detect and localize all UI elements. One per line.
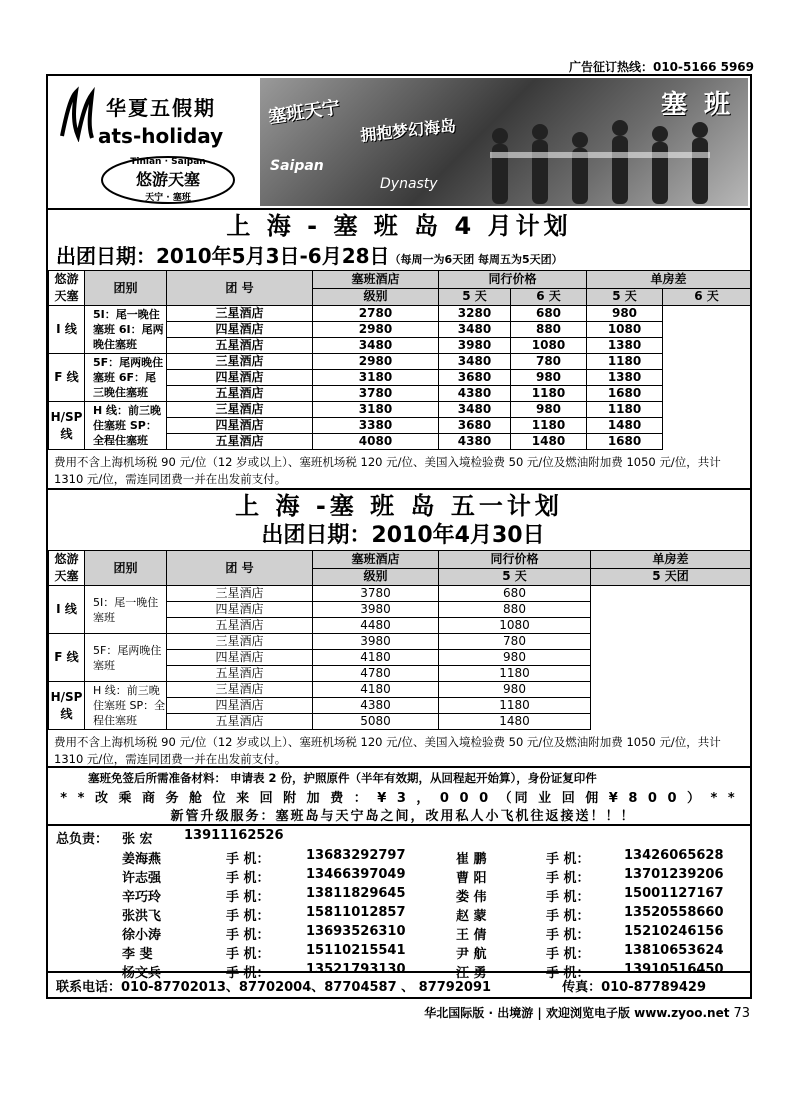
logo-area [48, 76, 260, 208]
table-row [49, 306, 751, 322]
plan1-cell: 980 [587, 306, 663, 322]
plan1-cell: 3480 [313, 338, 439, 354]
contact-name: 汪 勇 [456, 966, 487, 981]
plan1-line-name: F 线 [49, 354, 85, 402]
plan2-cell: 1480 [439, 714, 591, 730]
header [48, 76, 750, 208]
plan2-cell: 4780 [313, 666, 439, 682]
dancers-image-icon [480, 118, 740, 206]
contact-name: 尹 航 [456, 947, 487, 962]
plan1-cell: 五星酒店 [167, 434, 313, 450]
plan2-line-groupno: 5I：尾一晚住塞班 [85, 586, 167, 634]
plan1-cell: 1380 [587, 370, 663, 386]
plan1-cell: 1480 [587, 418, 663, 434]
plan1-cell: 3280 [439, 306, 511, 322]
plan1-line-groupno: 5I：尾一晚住塞班 6I：尾两晚住塞班 [85, 306, 167, 354]
plan1-cell: 五星酒店 [167, 338, 313, 354]
plan1-cell: 1180 [511, 386, 587, 402]
plan2-cell: 3980 [313, 634, 439, 650]
plan1-h-d6: 6 天 [511, 288, 587, 306]
plan2-cell: 680 [439, 586, 591, 602]
logo-cn: 华夏五假期 [106, 96, 216, 120]
plan1-cell: 1380 [587, 338, 663, 354]
plan1-cell: 3180 [313, 402, 439, 418]
phone-label: 手 机： [546, 966, 590, 981]
contact-name: 娄 伟 [456, 890, 487, 905]
contact-name: 王 倩 [456, 928, 487, 943]
contact-name: 赵 蒙 [456, 909, 487, 924]
logo-en: ats-holiday [98, 124, 224, 148]
plan1-line-name: H/SP 线 [49, 402, 85, 450]
contact-name: 徐小涛 [122, 928, 162, 943]
plan1-cell: 2980 [313, 354, 439, 370]
plan1-date-text: 出团日期：2010年5月3日-6月28日 [56, 244, 390, 268]
plan2-h-groupno: 团 号 [167, 551, 313, 586]
plan2-cell: 4480 [313, 618, 439, 634]
chief-phone: 13911162526 [184, 828, 284, 843]
phone-label: 手 机： [546, 871, 590, 886]
plan1-cell: 三星酒店 [167, 402, 313, 418]
plan2-cell: 三星酒店 [167, 634, 313, 650]
plan1-cell: 980 [511, 402, 587, 418]
plan2-h-d5: 5 天 [439, 568, 591, 586]
contact-name: 曹 阳 [456, 871, 487, 886]
plan2-note: 费用不含上海机场税 90 元/位（12 岁或以上）、塞班机场税 120 元/位、美国入境检验费 50 元/位及燃油附加费 1050 元/位，共计 1310 元/位，需连同团费一并在出发前支付。 [54, 735, 721, 766]
plan1-h-groupno: 团 号 [167, 271, 313, 306]
badge-text [98, 154, 238, 206]
plan2-cell: 五星酒店 [167, 666, 313, 682]
plan2-cell: 五星酒店 [167, 714, 313, 730]
plan1-cell: 4380 [439, 386, 511, 402]
contact-name: 张洪飞 [122, 909, 162, 924]
plan1-h-s6: 6 天 [663, 288, 751, 306]
page-number: 73 [733, 1006, 750, 1021]
banner-saipan-logo: Saipan [270, 158, 324, 174]
plan1-cell: 3680 [439, 370, 511, 386]
plan1-cell: 980 [511, 370, 587, 386]
plan2-cell: 三星酒店 [167, 586, 313, 602]
plan1-h-hotel: 塞班酒店 [313, 271, 439, 289]
page-footer-text: 华北国际版 · 出境游 | 欢迎浏览电子版 www.zyoo.net [424, 1006, 730, 1020]
plan1-h-d5: 5 天 [439, 288, 511, 306]
plan2-cell: 3980 [313, 602, 439, 618]
banner-dynasty: Dynasty [380, 176, 438, 192]
contact-phone: 13693526310 [306, 924, 406, 939]
contact-phone: 13521793130 [306, 962, 406, 977]
plan1-cell: 3980 [439, 338, 511, 354]
footer-tel: 联系电话：010-87702013、87702004、87704587 、 87792091 [56, 980, 492, 995]
plan2-line-name: H/SP 线 [49, 682, 85, 730]
table-row [49, 634, 751, 650]
logo-mark-icon [58, 86, 96, 142]
badge-logo [98, 154, 238, 206]
contact-phone: 15110215541 [306, 943, 406, 958]
banner-photo [260, 78, 748, 206]
plan1-h-price: 同行价格 [439, 271, 587, 289]
plan2-line-groupno: H 线：前三晚住塞班 SP：全程住塞班 [85, 682, 167, 730]
plan1-note: 费用不含上海机场税 90 元/位（12 岁或以上）、塞班机场税 120 元/位、美国入境检验费 50 元/位及燃油附加费 1050 元/位，共计 1310 元/位，需连同团费一并在出发前支付。 [54, 455, 721, 486]
contact-phone: 13701239206 [624, 867, 724, 882]
plan1-cell: 3380 [313, 418, 439, 434]
contact-name: 许志强 [122, 871, 162, 886]
table-row [49, 354, 751, 370]
plan2-cell: 五星酒店 [167, 618, 313, 634]
plan2-cell: 四星酒店 [167, 650, 313, 666]
plan1-cell: 1480 [511, 434, 587, 450]
plan1-cell: 三星酒店 [167, 354, 313, 370]
plan1-date [48, 242, 750, 270]
plan1-cell: 1680 [587, 386, 663, 402]
plan2-cell: 四星酒店 [167, 602, 313, 618]
badge-main: 悠游天塞 [135, 170, 200, 189]
phone-label: 手 机： [226, 909, 270, 924]
phone-label: 手 机： [546, 947, 590, 962]
plan1-cell: 3180 [313, 370, 439, 386]
banner-title1: 塞班天宁 [267, 97, 342, 128]
plan2-cell: 980 [439, 650, 591, 666]
plan1-cell: 2980 [313, 322, 439, 338]
table-row [49, 682, 751, 698]
contact-phone: 13811829645 [306, 886, 406, 901]
plan2-cell: 4380 [313, 698, 439, 714]
plan1-side-label: 悠游天塞 [49, 271, 85, 306]
plan1-cell: 四星酒店 [167, 418, 313, 434]
plan2-h-level: 级别 [313, 568, 439, 586]
plan2-cell: 4180 [313, 650, 439, 666]
chief-label: 总负责： [56, 832, 109, 847]
plan2-side-label: 悠游天塞 [49, 551, 85, 586]
plan2-h-hotel: 塞班酒店 [313, 551, 439, 569]
plan2-h-s5: 5 天团 [591, 568, 751, 586]
phone-label: 手 机： [546, 928, 590, 943]
plan1-line-groupno: H 线：前三晚住塞班 SP：全程住塞班 [85, 402, 167, 450]
contact-phone: 15001127167 [624, 886, 724, 901]
extras-divider [48, 766, 750, 768]
badge-sub: 天宁 · 塞班 [145, 193, 191, 203]
plan1-cell: 3480 [439, 322, 511, 338]
business-class-surcharge: * * 改 乘 商 务 舱 位 来 回 附 加 费 ： ¥ 3 ， 0 0 0 （同 业 回 佣 ¥ 8 0 0 ） * * [60, 791, 738, 806]
phone-label: 手 机： [226, 871, 270, 886]
footer-contacts [56, 976, 746, 995]
plan2-cell: 980 [439, 682, 591, 698]
plan1-cell: 4380 [439, 434, 511, 450]
plan2-cell: 5080 [313, 714, 439, 730]
phone-label: 手 机： [226, 852, 270, 867]
plan2-h-group: 团别 [85, 551, 167, 586]
phone-label: 手 机： [226, 966, 270, 981]
plan1-cell: 三星酒店 [167, 306, 313, 322]
plan1-cell: 1080 [511, 338, 587, 354]
banner-title2: 拥抱梦幻海岛 [359, 116, 457, 145]
plan2-h-price: 同行价格 [439, 551, 591, 569]
plan1-h-single: 单房差 [587, 271, 751, 289]
plan1-line-groupno: 5F：尾两晚住塞班 6F：尾三晚住塞班 [85, 354, 167, 402]
plan1-cell: 四星酒店 [167, 370, 313, 386]
phone-label: 手 机： [226, 947, 270, 962]
upgrade-service: 新管升级服务：塞班岛与天宁岛之间，改用私人小飞机往返接送！！！ [170, 809, 636, 824]
phone-label: 手 机： [546, 890, 590, 905]
plan2-cell: 880 [439, 602, 591, 618]
contact-name: 杨文兵 [122, 966, 162, 981]
contact-phone: 13810653624 [624, 943, 724, 958]
plan2-cell: 1180 [439, 666, 591, 682]
badge-top: Tinian · Saipan [130, 157, 206, 167]
plan1-date-note: （每周一为6天团 每周五为5天团） [389, 253, 563, 266]
plan1-h-level: 级别 [313, 288, 439, 306]
contact-name: 辛巧玲 [122, 890, 162, 905]
plan2-date: 出团日期：2010年4月30日 [261, 523, 545, 548]
plan1-cell: 1080 [587, 322, 663, 338]
plan1-cell: 3480 [439, 354, 511, 370]
phone-label: 手 机： [546, 852, 590, 867]
plan1-cell: 3680 [439, 418, 511, 434]
plan2-line-groupno: 5F：尾两晚住塞班 [85, 634, 167, 682]
page-frame [46, 74, 752, 999]
plan1-cell: 1180 [587, 402, 663, 418]
plan1-cell: 1180 [511, 418, 587, 434]
plan2-section [48, 488, 750, 550]
plan2-table [48, 550, 751, 730]
plan1-cell: 1180 [587, 354, 663, 370]
plan1-h-s5: 5 天 [587, 288, 663, 306]
ad-hotline: 广告征订热线：010-5166 5969 [568, 60, 754, 74]
plan2-cell: 四星酒店 [167, 698, 313, 714]
contact-phone: 13683292797 [306, 848, 406, 863]
plan1-cell: 880 [511, 322, 587, 338]
contact-phone: 13466397049 [306, 867, 406, 882]
phone-label: 手 机： [226, 928, 270, 943]
plan1-cell: 1680 [587, 434, 663, 450]
plan2-cell: 3780 [313, 586, 439, 602]
contact-phone: 13910516450 [624, 962, 724, 977]
plan2-cell: 1180 [439, 698, 591, 714]
plan1-cell: 四星酒店 [167, 322, 313, 338]
plan1-title: 上 海 - 塞 班 岛 4 月计划 [226, 212, 572, 240]
chief-name: 张 宏 [122, 832, 153, 847]
plan1-cell: 780 [511, 354, 587, 370]
plan1-cell: 3480 [439, 402, 511, 418]
banner-saipan: 塞 班 [660, 90, 734, 120]
contact-phone: 15811012857 [306, 905, 406, 920]
plan1-cell: 五星酒店 [167, 386, 313, 402]
plan2-title: 上 海 -塞 班 岛 五一计划 [235, 492, 563, 520]
plan1-cell: 4080 [313, 434, 439, 450]
plan2-h-single: 单房差 [591, 551, 751, 569]
plan2-cell: 1080 [439, 618, 591, 634]
contact-phone: 13520558660 [624, 905, 724, 920]
plan1-cell: 680 [511, 306, 587, 322]
contact-name: 崔 鹏 [456, 852, 487, 867]
plan2-line-name: I 线 [49, 586, 85, 634]
phone-label: 手 机： [226, 890, 270, 905]
plan2-line-name: F 线 [49, 634, 85, 682]
contacts-divider [48, 824, 750, 826]
contact-name: 李 斐 [122, 947, 153, 962]
contact-phone: 13426065628 [624, 848, 724, 863]
phone-label: 手 机： [546, 909, 590, 924]
plan2-cell: 三星酒店 [167, 682, 313, 698]
chief-row [56, 828, 746, 850]
plan1-cell: 3780 [313, 386, 439, 402]
footer-fax: 传真：010-87789429 [562, 980, 706, 995]
footer-divider [48, 971, 750, 973]
plan1-table [48, 270, 751, 450]
table-row [49, 402, 751, 418]
plan2-cell: 780 [439, 634, 591, 650]
plan1-cell: 2780 [313, 306, 439, 322]
plan1-line-name: I 线 [49, 306, 85, 354]
contact-phone: 15210246156 [624, 924, 724, 939]
table-row [49, 586, 751, 602]
plan1-section [48, 208, 750, 270]
page-footer [424, 1004, 750, 1021]
visa-materials: 塞班免签后所需准备材料： 申请表 2 份，护照原件（半年有效期，从回程起开始算），身份证复印件 [88, 771, 597, 785]
plan1-h-group: 团别 [85, 271, 167, 306]
plan2-cell: 4180 [313, 682, 439, 698]
contact-name: 姜海燕 [122, 852, 162, 867]
